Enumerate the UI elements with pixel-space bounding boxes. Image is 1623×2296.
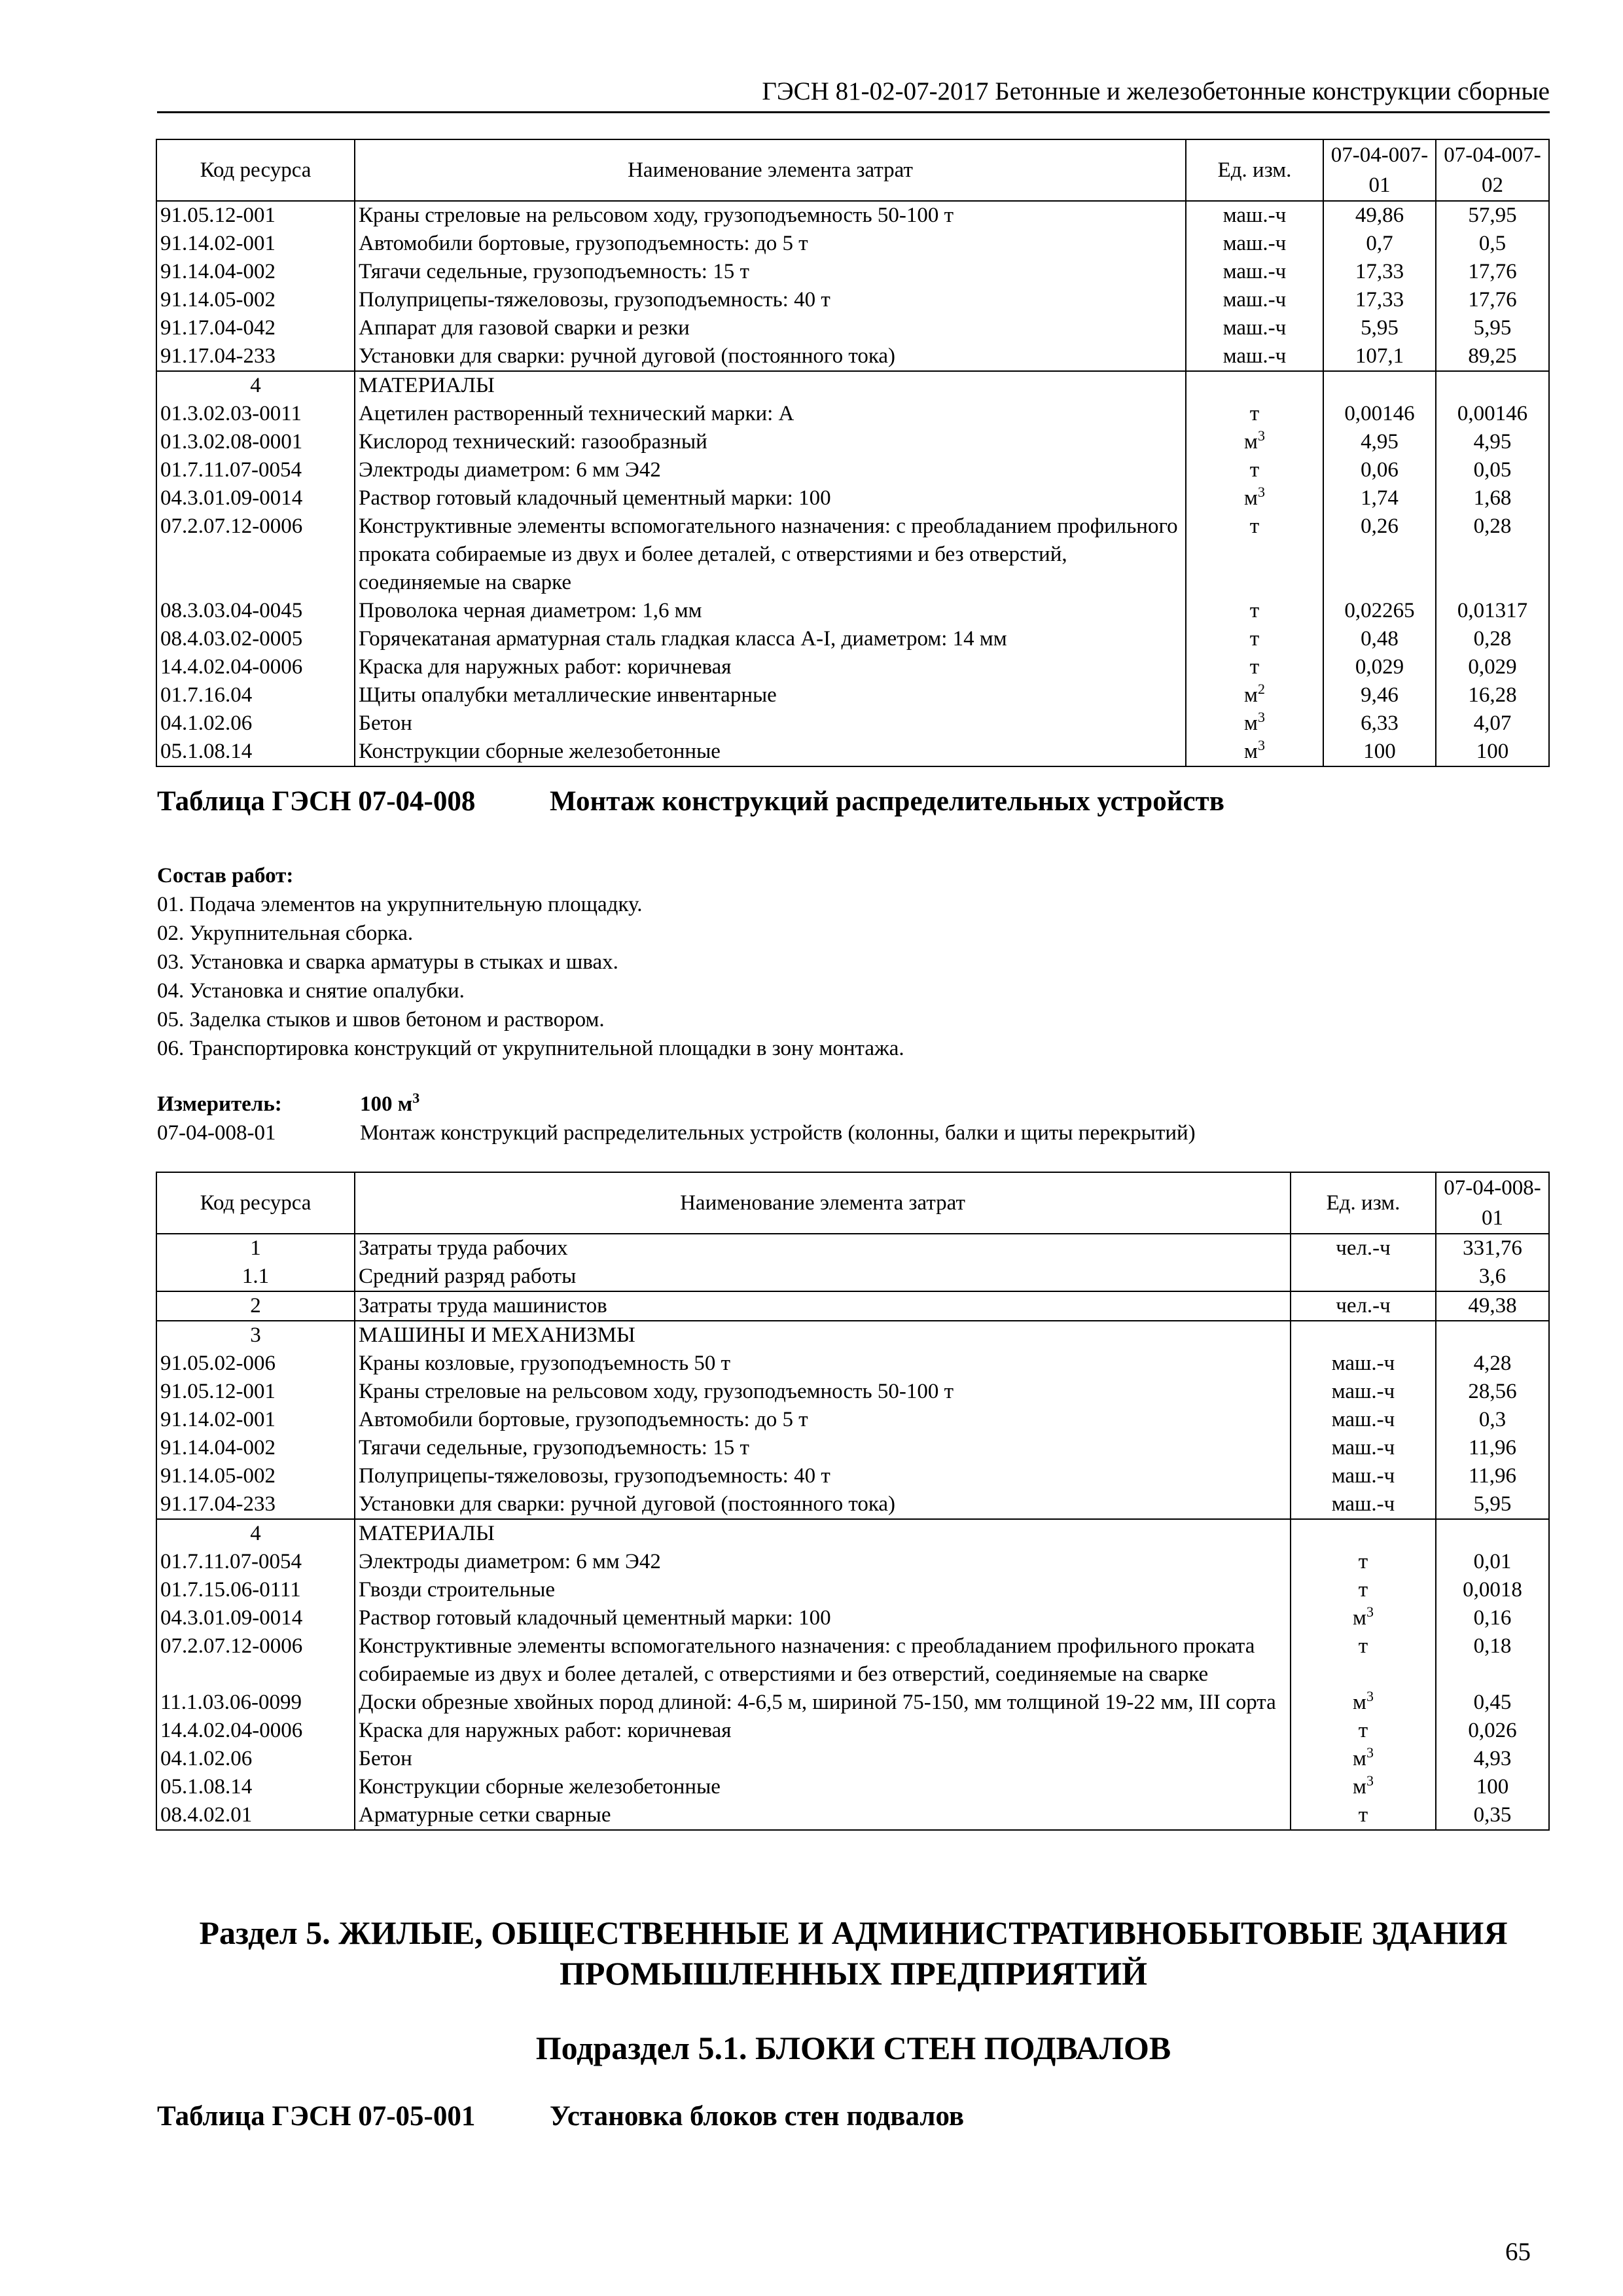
- section-title-line-1: Раздел 5. ЖИЛЫЕ, ОБЩЕСТВЕННЫЕ И АДМИНИСТРАТИВНОБЫТОВЫЕ ЗДАНИЯ: [199, 1914, 1508, 1951]
- norm-value-1: 17,33: [1323, 286, 1436, 314]
- group-unit-empty: [1186, 371, 1323, 400]
- resource-code: 04.3.01.09-0014: [156, 484, 355, 512]
- resource-code: 07.2.07.12-0006: [156, 1632, 355, 1689]
- norm-value-1: 28,56: [1436, 1378, 1549, 1406]
- resource-code: 14.4.02.04-0006: [156, 653, 355, 681]
- work-composition-heading: Состав работ:: [157, 864, 294, 888]
- unit-text: м: [1353, 1775, 1366, 1799]
- resource-code: 01.3.02.03-0011: [156, 400, 355, 428]
- unit: [1291, 1801, 1436, 1830]
- unit-text: м: [1244, 683, 1258, 707]
- table-row: [156, 342, 1549, 371]
- unit: [1186, 653, 1323, 681]
- meter-label: Измеритель:: [157, 1092, 282, 1116]
- norm-value-1: 0,48: [1323, 625, 1436, 653]
- unit-text: маш.-ч: [1222, 260, 1287, 283]
- group-number: 3: [156, 1321, 355, 1350]
- unit-exponent: 3: [1366, 1773, 1374, 1789]
- table-row: [156, 1234, 1549, 1263]
- cost-element-name: Полуприцепы-тяжеловозы, грузоподъемность: 40 т: [355, 286, 1186, 314]
- unit: [1291, 1462, 1436, 1490]
- norm-value-1: 0,026: [1436, 1717, 1549, 1745]
- unit: [1186, 738, 1323, 766]
- cost-element-name: Электроды диаметром: 6 мм Э42: [355, 1548, 1291, 1576]
- work-item: 02. Укрупнительная сборка.: [157, 922, 414, 945]
- unit: [1186, 484, 1323, 512]
- table-row: [156, 1291, 1549, 1321]
- cost-element-name: Краны стреловые на рельсовом ходу, грузоподъемность 50-100 т: [355, 201, 1186, 230]
- table-row: [156, 1350, 1549, 1378]
- norm-value-1: 0,45: [1436, 1689, 1549, 1717]
- unit-text: маш.-ч: [1222, 288, 1287, 312]
- table-row: [156, 1717, 1549, 1745]
- cost-element-name: Средний разряд работы: [355, 1263, 1291, 1291]
- work-composition-list: [157, 890, 904, 1063]
- cost-element-name: Горячекатаная арматурная сталь гладкая класса А-I, диаметром: 14 мм: [355, 625, 1186, 653]
- unit: [1291, 1291, 1436, 1321]
- section-title-line-2: ПРОМЫШЛЕННЫХ ПРЕДПРИЯТИЙ: [559, 1955, 1148, 1992]
- resource-code: 08.3.03.04-0045: [156, 597, 355, 625]
- table-row: [156, 400, 1549, 428]
- norm-value-2: 1,68: [1436, 484, 1549, 512]
- cost-element-name: Щиты опалубки металлические инвентарные: [355, 681, 1186, 709]
- unit-text: м: [1353, 1747, 1366, 1770]
- unit-text: м: [1244, 486, 1258, 510]
- resource-code: 04.3.01.09-0014: [156, 1604, 355, 1632]
- norm-value-1: 5,95: [1323, 314, 1436, 342]
- table-body: [156, 1234, 1549, 1830]
- cost-element-name: Электроды диаметром: 6 мм Э42: [355, 456, 1186, 484]
- unit-exponent: 2: [1257, 681, 1265, 697]
- norm-value-1: 0,26: [1323, 512, 1436, 597]
- norm-value-2: 4,07: [1436, 709, 1549, 738]
- unit-text: т: [1358, 1803, 1368, 1827]
- table-row: [156, 1632, 1549, 1689]
- table-header-row: [156, 139, 1549, 201]
- table-row: [156, 1801, 1549, 1830]
- page-number: 65: [1505, 2238, 1531, 2266]
- cost-element-name: Полуприцепы-тяжеловозы, грузоподъемность: 40 т: [355, 1462, 1291, 1490]
- group-unit-empty: [1291, 1519, 1436, 1548]
- norm-value-2: 0,029: [1436, 653, 1549, 681]
- group-title: МАТЕРИАЛЫ: [355, 1519, 1291, 1548]
- resource-code: 08.4.03.02-0005: [156, 625, 355, 653]
- group-title: МАТЕРИАЛЫ: [355, 371, 1186, 400]
- resource-code: 91.14.05-002: [156, 286, 355, 314]
- unit-exponent: 3: [1257, 738, 1265, 753]
- norm-value-1: 331,76: [1436, 1234, 1549, 1263]
- norm-value-1: 49,38: [1436, 1291, 1549, 1321]
- header-cost-element: Наименование элемента затрат: [355, 139, 1186, 201]
- unit: [1291, 1576, 1436, 1604]
- resource-code: 01.3.02.08-0001: [156, 428, 355, 456]
- resource-table-07-04-008: [156, 1172, 1550, 1831]
- resource-code: 04.1.02.06: [156, 709, 355, 738]
- norm-value-1: 0,029: [1323, 653, 1436, 681]
- table-row: [156, 1462, 1549, 1490]
- norm-value-2: 0,28: [1436, 625, 1549, 653]
- norm-value-1: 4,95: [1323, 428, 1436, 456]
- unit-text: м: [1244, 711, 1258, 735]
- cost-element-name: Краны стреловые на рельсовом ходу, грузоподъемность 50-100 т: [355, 1378, 1291, 1406]
- group-value-empty: [1436, 371, 1549, 400]
- norm-value-1: 0,06: [1323, 456, 1436, 484]
- group-number: 4: [156, 1519, 355, 1548]
- norm-value-2: 57,95: [1436, 201, 1549, 230]
- unit: [1186, 512, 1323, 597]
- resource-code: 14.4.02.04-0006: [156, 1717, 355, 1745]
- table-row: [156, 484, 1549, 512]
- unit: [1186, 709, 1323, 738]
- unit-exponent: 3: [1366, 1604, 1374, 1620]
- resource-code: 91.17.04-233: [156, 342, 355, 371]
- unit-text: чел.-ч: [1336, 1236, 1391, 1260]
- cost-element-name: Тягачи седельные, грузоподъемность: 15 т: [355, 258, 1186, 286]
- resource-code: 2: [156, 1291, 355, 1321]
- norm-value-1: 100: [1436, 1773, 1549, 1801]
- unit-text: маш.-ч: [1222, 204, 1287, 227]
- norm-value-1: 0,18: [1436, 1632, 1549, 1689]
- norm-value-2: 0,05: [1436, 456, 1549, 484]
- header-norm-02: 07-04-007-02: [1436, 139, 1549, 201]
- unit-exponent: 3: [1366, 1745, 1374, 1761]
- unit-text: маш.-ч: [1222, 316, 1287, 340]
- header-cost-element: Наименование элемента затрат: [355, 1172, 1291, 1234]
- unit: [1291, 1263, 1436, 1291]
- norm-value-2: 0,01317: [1436, 597, 1549, 625]
- unit-text: м: [1353, 1606, 1366, 1630]
- table-row: [156, 1745, 1549, 1773]
- resource-code: 91.05.12-001: [156, 201, 355, 230]
- cost-element-name: Конструктивные элементы вспомогательного назначения: с преобладанием профильного проката собираемые из двух и более деталей, с отверстиями и без отверстий, соединяемые на сварке: [355, 512, 1186, 597]
- unit: [1186, 681, 1323, 709]
- table-row: [156, 653, 1549, 681]
- table-row: [156, 456, 1549, 484]
- unit: [1291, 1604, 1436, 1632]
- resource-code: 08.4.02.01: [156, 1801, 355, 1830]
- section-title: [157, 1912, 1550, 1994]
- resource-code: 91.05.12-001: [156, 1378, 355, 1406]
- unit: [1186, 201, 1323, 230]
- norm-value-2: 17,76: [1436, 286, 1549, 314]
- unit-text: м: [1244, 740, 1258, 763]
- meter-value: 100 $м^3$: [360, 1090, 420, 1116]
- table-row: [156, 625, 1549, 653]
- subsection-title: Подраздел 5.1. БЛОКИ СТЕН ПОДВАЛОВ: [535, 2030, 1171, 2066]
- unit-text: маш.-ч: [1331, 1492, 1395, 1516]
- cost-element-name: Бетон: [355, 709, 1186, 738]
- unit-text: т: [1249, 599, 1260, 622]
- unit-text: т: [1358, 1550, 1368, 1573]
- table-body: [156, 201, 1549, 766]
- unit: [1291, 1350, 1436, 1378]
- unit-text: т: [1249, 402, 1260, 425]
- norm-value-1: 0,7: [1323, 230, 1436, 258]
- norm-value-1: 17,33: [1323, 258, 1436, 286]
- unit: [1186, 456, 1323, 484]
- norm-value-2: 0,00146: [1436, 400, 1549, 428]
- group-title-row: [156, 1321, 1549, 1350]
- cost-element-name: Раствор готовый кладочный цементный марки: 100: [355, 1604, 1291, 1632]
- work-item: 01. Подача элементов на укрупнительную площадку.: [157, 893, 643, 916]
- resource-code: 01.7.15.06-0111: [156, 1576, 355, 1604]
- unit: [1186, 258, 1323, 286]
- work-item: 06. Транспортировка конструкций от укрупнительной площадки в зону монтажа.: [157, 1037, 904, 1060]
- norm-value-1: 9,46: [1323, 681, 1436, 709]
- unit: [1186, 286, 1323, 314]
- table-row: [156, 314, 1549, 342]
- unit-text: т: [1249, 655, 1260, 679]
- group-value-empty: [1436, 1519, 1549, 1548]
- group-number: 4: [156, 371, 355, 400]
- resource-code: 1: [156, 1234, 355, 1263]
- unit: [1186, 597, 1323, 625]
- resource-code: 05.1.08.14: [156, 738, 355, 766]
- cost-element-name: Установки для сварки: ручной дуговой (постоянного тока): [355, 1490, 1291, 1519]
- resource-code: 91.14.02-001: [156, 1406, 355, 1434]
- unit: [1186, 342, 1323, 371]
- unit-exponent: 3: [1257, 428, 1265, 444]
- cost-element-name: Аппарат для газовой сварки и резки: [355, 314, 1186, 342]
- table-label: Таблица ГЭСН 07-05-001: [157, 2101, 476, 2132]
- unit: [1291, 1490, 1436, 1519]
- unit-text: маш.-ч: [1331, 1380, 1395, 1403]
- header-resource-code: Код ресурса: [156, 1172, 355, 1234]
- cost-element-name: Установки для сварки: ручной дуговой (постоянного тока): [355, 342, 1186, 371]
- cost-element-name: Конструктивные элементы вспомогательного назначения: с преобладанием профильного проката собираемые из двух и более деталей, с отверстиями и без отверстий, соединяемые на сварке: [355, 1632, 1291, 1689]
- unit: [1291, 1632, 1436, 1689]
- unit: [1291, 1745, 1436, 1773]
- work-item: 04. Установка и снятие опалубки.: [157, 979, 465, 1003]
- norm-value-1: 6,33: [1323, 709, 1436, 738]
- norm-value-1: 5,95: [1436, 1490, 1549, 1519]
- cost-element-name: Автомобили бортовые, грузоподъемность: до 5 т: [355, 1406, 1291, 1434]
- table-row: [156, 1548, 1549, 1576]
- table-row: [156, 1490, 1549, 1519]
- unit: [1186, 314, 1323, 342]
- cost-element-name: Тягачи седельные, грузоподъемность: 15 т: [355, 1434, 1291, 1462]
- norm-value-1: 4,28: [1436, 1350, 1549, 1378]
- resource-code: 01.7.11.07-0054: [156, 1548, 355, 1576]
- unit-text: маш.-ч: [1331, 1436, 1395, 1460]
- resource-code: 91.05.02-006: [156, 1350, 355, 1378]
- unit-text: маш.-ч: [1331, 1464, 1395, 1488]
- header-unit: Ед. изм.: [1291, 1172, 1436, 1234]
- norm-value-2: 16,28: [1436, 681, 1549, 709]
- norm-value-1: 49,86: [1323, 201, 1436, 230]
- group-value-empty: [1436, 1321, 1549, 1350]
- unit-text: маш.-ч: [1222, 344, 1287, 368]
- table-row: [156, 1689, 1549, 1717]
- unit-text: т: [1249, 627, 1260, 651]
- table-row: [156, 709, 1549, 738]
- header-norm-01: 07-04-007-01: [1323, 139, 1436, 201]
- unit-text: т: [1249, 514, 1260, 538]
- meter-description: Монтаж конструкций распределительных устройств (колонны, балки и щиты перекрытий): [360, 1121, 1196, 1145]
- table-row: [156, 681, 1549, 709]
- cost-element-name: Краска для наружных работ: коричневая: [355, 653, 1186, 681]
- unit-exponent: 3: [1257, 709, 1265, 725]
- cost-element-name: Доски обрезные хвойных пород длиной: 4-6,5 м, шириной 75-150, мм толщиной 19-22 мм, III сорта: [355, 1689, 1291, 1717]
- group-unit-empty: [1291, 1321, 1436, 1350]
- cost-element-name: Автомобили бортовые, грузоподъемность: до 5 т: [355, 230, 1186, 258]
- norm-value-1: 0,02265: [1323, 597, 1436, 625]
- table-header-row: [156, 1172, 1549, 1234]
- meter-code: 07-04-008-01: [157, 1121, 276, 1145]
- resource-code: 07.2.07.12-0006: [156, 512, 355, 597]
- meter-block: [157, 1090, 1550, 1147]
- norm-value-2: 89,25: [1436, 342, 1549, 371]
- unit-text: т: [1358, 1719, 1368, 1742]
- group-title-row: [156, 1519, 1549, 1548]
- unit: [1186, 230, 1323, 258]
- unit: [1291, 1717, 1436, 1745]
- unit: [1291, 1548, 1436, 1576]
- table-row: [156, 1604, 1549, 1632]
- table-row: [156, 1576, 1549, 1604]
- work-composition: [157, 861, 904, 1063]
- norm-value-2: 4,95: [1436, 428, 1549, 456]
- unit-text: маш.-ч: [1331, 1408, 1395, 1431]
- table-row: [156, 597, 1549, 625]
- unit: [1291, 1406, 1436, 1434]
- resource-code: 91.14.04-002: [156, 1434, 355, 1462]
- cost-element-name: Конструкции сборные железобетонные: [355, 1773, 1291, 1801]
- resource-table-07-04-007: [156, 139, 1550, 767]
- unit-text: м: [1244, 430, 1258, 454]
- norm-value-1: 11,96: [1436, 1434, 1549, 1462]
- table-row: [156, 258, 1549, 286]
- unit: [1291, 1434, 1436, 1462]
- norm-value-2: 0,5: [1436, 230, 1549, 258]
- table-row: [156, 1263, 1549, 1291]
- table-label: Таблица ГЭСН 07-04-008: [157, 786, 476, 817]
- norm-value-2: 17,76: [1436, 258, 1549, 286]
- norm-value-2: 5,95: [1436, 314, 1549, 342]
- group-value-empty: [1323, 371, 1436, 400]
- cost-element-name: Конструкции сборные железобетонные: [355, 738, 1186, 766]
- header-unit: Ед. изм.: [1186, 139, 1323, 201]
- work-item: 03. Установка и сварка арматуры в стыках и швах.: [157, 950, 618, 974]
- norm-value-2: 100: [1436, 738, 1549, 766]
- cost-element-name: Гвозди строительные: [355, 1576, 1291, 1604]
- resource-code: 91.17.04-233: [156, 1490, 355, 1519]
- table-row: [156, 1378, 1549, 1406]
- norm-value-1: 3,6: [1436, 1263, 1549, 1291]
- table-title-07-04-008: [157, 784, 1224, 819]
- resource-code: 01.7.11.07-0054: [156, 456, 355, 484]
- unit-text: маш.-ч: [1222, 232, 1287, 255]
- work-item: 05. Заделка стыков и швов бетоном и раствором.: [157, 1008, 605, 1031]
- table-row: [156, 1406, 1549, 1434]
- resource-code: 05.1.08.14: [156, 1773, 355, 1801]
- unit: [1291, 1689, 1436, 1717]
- cost-element-name: Краны козловые, грузоподъемность 50 т: [355, 1350, 1291, 1378]
- table-row: [156, 230, 1549, 258]
- norm-value-1: 1,74: [1323, 484, 1436, 512]
- group-title-row: [156, 371, 1549, 400]
- norm-value-1: 0,35: [1436, 1801, 1549, 1830]
- cost-element-name: Затраты труда рабочих: [355, 1234, 1291, 1263]
- resource-code: 91.17.04-042: [156, 314, 355, 342]
- table-row: [156, 1434, 1549, 1462]
- group-title: МАШИНЫ И МЕХАНИЗМЫ: [355, 1321, 1291, 1350]
- running-header: ГЭСН 81-02-07-2017 Бетонные и железобетонные конструкции сборные: [157, 77, 1550, 113]
- cost-element-name: Бетон: [355, 1745, 1291, 1773]
- resource-code: 1.1: [156, 1263, 355, 1291]
- cost-element-name: Краска для наружных работ: коричневая: [355, 1717, 1291, 1745]
- norm-value-1: 4,93: [1436, 1745, 1549, 1773]
- cost-element-name: Ацетилен растворенный технический марки: А: [355, 400, 1186, 428]
- table-row: [156, 201, 1549, 230]
- unit-text: т: [1249, 458, 1260, 482]
- resource-code: 91.14.02-001: [156, 230, 355, 258]
- unit-exponent: 3: [1257, 484, 1265, 500]
- norm-value-1: 0,01: [1436, 1548, 1549, 1576]
- resource-code: 91.14.04-002: [156, 258, 355, 286]
- table-row: [156, 286, 1549, 314]
- unit-text: т: [1358, 1578, 1368, 1602]
- cost-element-name: Кислород технический: газообразный: [355, 428, 1186, 456]
- cost-element-name: Затраты труда машинистов: [355, 1291, 1291, 1321]
- norm-value-1: 0,00146: [1323, 400, 1436, 428]
- norm-value-1: 11,96: [1436, 1462, 1549, 1490]
- header-norm-01: 07-04-008-01: [1436, 1172, 1549, 1234]
- resource-code: 11.1.03.06-0099: [156, 1689, 355, 1717]
- unit-text: чел.-ч: [1336, 1294, 1391, 1318]
- table-name: Установка блоков стен подвалов: [550, 2101, 965, 2132]
- unit: [1291, 1773, 1436, 1801]
- unit-exponent: 3: [1366, 1689, 1374, 1704]
- header-resource-code: Код ресурса: [156, 139, 355, 201]
- table-row: [156, 512, 1549, 597]
- resource-code: 01.7.16.04: [156, 681, 355, 709]
- norm-value-2: 0,28: [1436, 512, 1549, 597]
- table-title-07-05-001: [157, 2099, 965, 2134]
- norm-value-1: 0,3: [1436, 1406, 1549, 1434]
- cost-element-name: Арматурные сетки сварные: [355, 1801, 1291, 1830]
- norm-value-1: 0,0018: [1436, 1576, 1549, 1604]
- norm-value-1: 100: [1323, 738, 1436, 766]
- resource-code: 04.1.02.06: [156, 1745, 355, 1773]
- unit-text: т: [1358, 1634, 1368, 1658]
- unit: [1186, 428, 1323, 456]
- table-name: Монтаж конструкций распределительных устройств: [550, 786, 1224, 817]
- unit-text: м: [1353, 1691, 1366, 1714]
- table-row: [156, 1773, 1549, 1801]
- unit-text: маш.-ч: [1331, 1352, 1395, 1375]
- table-row: [156, 428, 1549, 456]
- cost-element-name: Раствор готовый кладочный цементный марки: 100: [355, 484, 1186, 512]
- unit: [1186, 625, 1323, 653]
- norm-value-1: 0,16: [1436, 1604, 1549, 1632]
- unit: [1186, 400, 1323, 428]
- unit: [1291, 1378, 1436, 1406]
- cost-element-name: Проволока черная диаметром: 1,6 мм: [355, 597, 1186, 625]
- unit: [1291, 1234, 1436, 1263]
- norm-value-1: 107,1: [1323, 342, 1436, 371]
- table-row: [156, 738, 1549, 766]
- resource-code: 91.14.05-002: [156, 1462, 355, 1490]
